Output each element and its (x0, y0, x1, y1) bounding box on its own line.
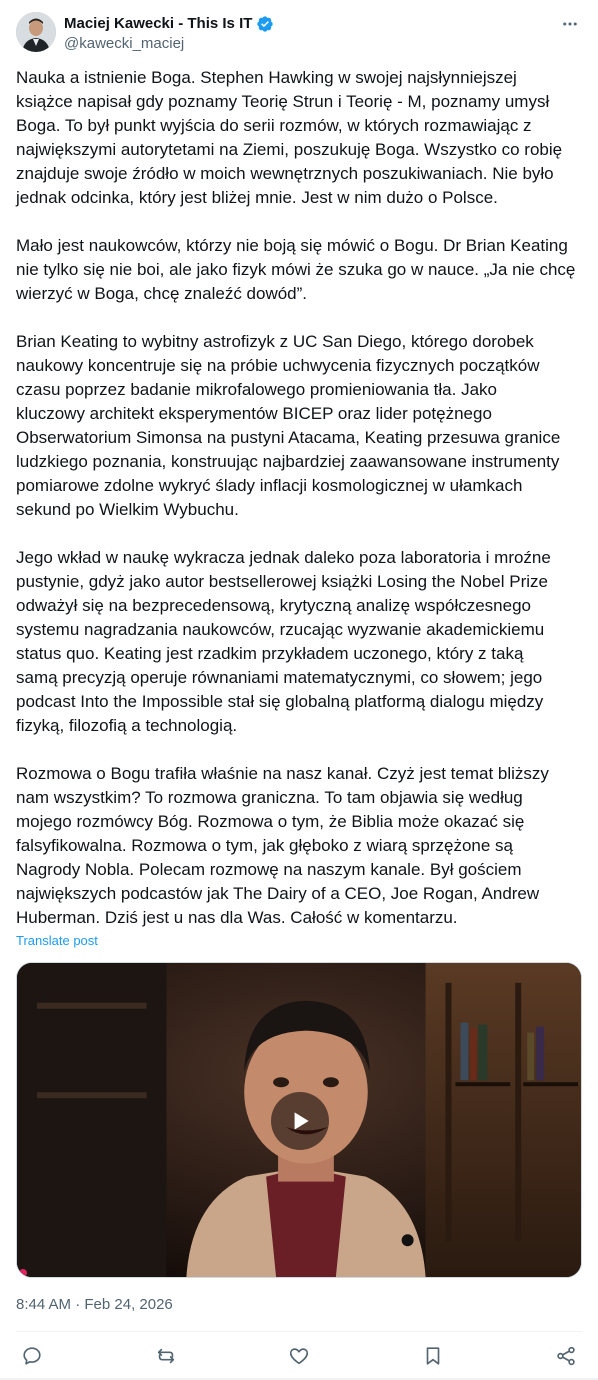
more-horizontal-icon (561, 15, 579, 33)
name-row (64, 14, 274, 34)
tweet-paragraph: Brian Keating to wybitny astrofizyk z UC San Diego, którego dorobek naukowy koncentruje się na próbie uchwycenia fizycznych początków czasu poprzez badanie mikrofalowego promieniowania tła. Jako kluczowy architekt eksperymentów BICEP oraz lider potężnego Obserwatorium Simonsa na pustyni Atacama, Keating przesuwa granice ludzkiego poznania, konstruując najbardziej zaawansowane instrumenty pomiarowe zdolne wykryć ślady inflacji kosmologicznej w ułamkach sekund po Wielkim Wybuchu. (16, 332, 561, 519)
tweet-text (16, 66, 584, 930)
play-icon (287, 1108, 313, 1134)
tweet-paragraph: Rozmowa o Bogu trafiła właśnie na nasz kanał. Czyż jest temat bliższy nam wszystkim? To rozmowa graniczna. To tam objawia się według mojego rozmówcy Bóg. Rozmowa o tym, że Biblia może okazać się falsyfikowalna. Rozmowa o tym, jak głęboko z wiarą sprzężone są Nagrody Nobla. Polecam rozmowę na naszym kanale. Był gościem największych podcastów jak The Dairy of a CEO, Joe Rogan, Andrew Huberman. Dziś jest u nas dla Was. Całość w komentarzu. (16, 764, 549, 927)
play-button[interactable] (271, 1092, 329, 1150)
bookmark-icon (422, 1345, 444, 1367)
tweet-paragraph: Nauka a istnienie Boga. Stephen Hawking w swojej najsłynniejszej książce napisał gdy poznamy Teorię Strun i Teorię - M, poznamy umysł Boga. To był punkt wyjścia do serii rozmów, w których rozmawiając z największymi autorytetami na Ziemi, poszukuję Boga. Wszystko co robię znajduje swoje źródło w moich wewnętrznych poszukiwaniach. Nie było jednak odcinka, który jest bliżej mnie. Jest w nim dużo o Polsce. (16, 68, 563, 207)
more-button[interactable] (558, 14, 582, 34)
verified-badge-icon (256, 15, 274, 33)
like-icon (288, 1345, 310, 1367)
tweet-paragraph: Jego wkład w naukę wykracza jednak daleko poza laboratoria i mroźne pustynie, gdyż jako autor bestsellerowej książki Losing the Nobel Prize odważył się na bezprecedensową, krytyczną analizę współczesnego systemu nagradzania naukowców, rzucając wyzwanie akademickiemu status quo. Keating jest rzadkim przykładem uczonego, który z taką samą precyzją operuje równaniami matematycznymi, co słowem; jego podcast Into the Impossible stał się globalną platformą dialogu między fizyką, filozofią a technologią. (16, 548, 551, 735)
video-player[interactable] (16, 962, 582, 1278)
share-button[interactable] (554, 1344, 578, 1368)
repost-button[interactable] (154, 1344, 178, 1368)
avatar[interactable] (16, 12, 56, 52)
author-handle[interactable]: @kawecki_maciej (64, 35, 185, 52)
post-timestamp[interactable]: 8:44 AM · Feb 24, 2026 (16, 1296, 173, 1313)
share-icon (555, 1345, 577, 1367)
display-name[interactable]: Maciej Kawecki - This Is IT (64, 15, 253, 32)
reply-icon (21, 1345, 43, 1367)
bookmark-button[interactable] (421, 1344, 445, 1368)
video-progress-indicator (19, 1269, 27, 1277)
tweet-paragraph: Mało jest naukowców, którzy nie boją się mówić o Bogu. Dr Brian Keating nie tylko się nie boi, ale jako fizyk mówi że szuka go w nauce. „Ja nie chcę wierzyć w Boga, chcę znaleźć dowód”. (16, 236, 576, 303)
like-button[interactable] (287, 1344, 311, 1368)
repost-icon (155, 1345, 177, 1367)
action-bar (16, 1340, 582, 1372)
tweet-header (16, 12, 582, 54)
translate-post-link[interactable]: Translate post (16, 933, 98, 948)
reply-button[interactable] (20, 1344, 44, 1368)
avatar-image (16, 12, 56, 52)
divider (16, 1331, 582, 1332)
